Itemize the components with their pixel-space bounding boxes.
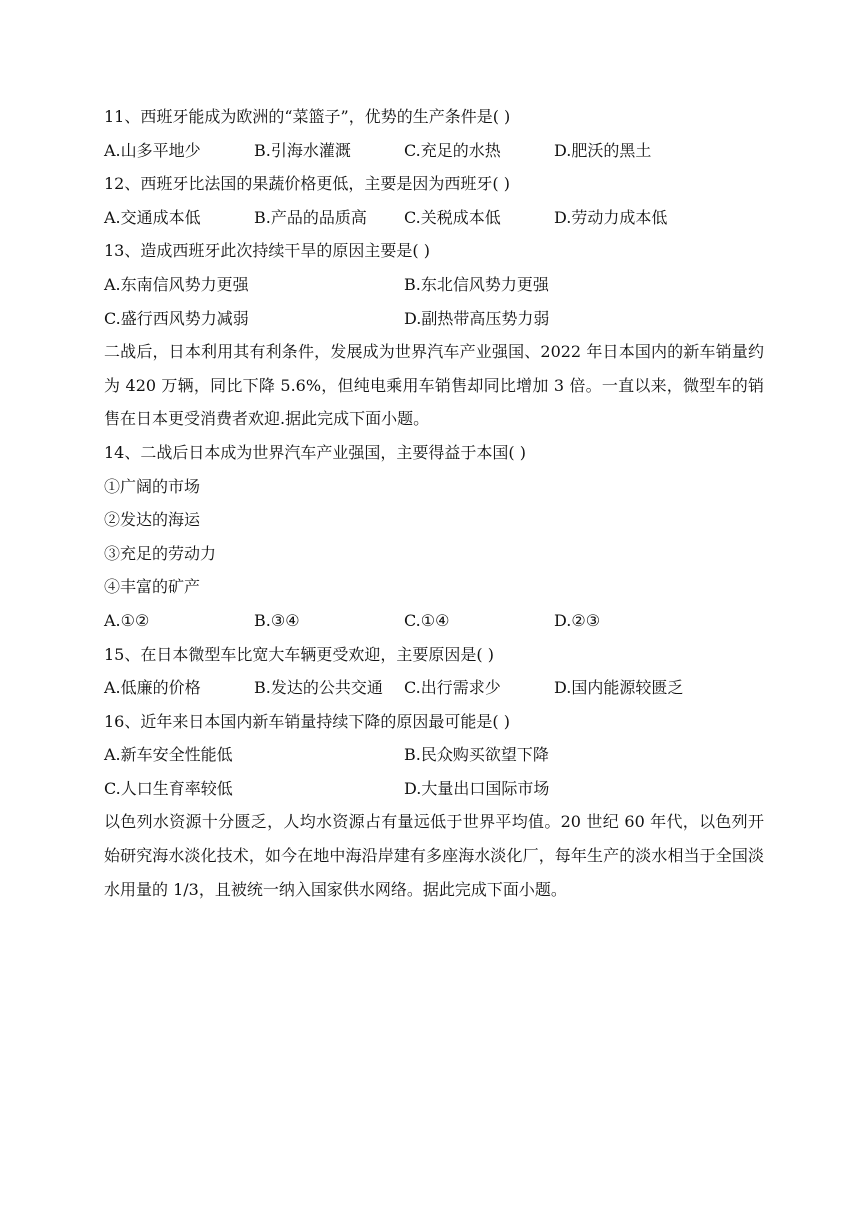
question-11-stem: 11、西班牙能成为欧洲的“菜篮子”，优势的生产条件是( ) xyxy=(104,107,511,126)
question-15-options xyxy=(104,671,764,705)
option-a: A.①② xyxy=(104,610,150,630)
option-a: A.东南信风势力更强 xyxy=(104,274,249,294)
option-a: A.交通成本低 xyxy=(104,207,201,227)
question-13-options-row1 xyxy=(104,268,764,302)
question-16-options-row1 xyxy=(104,738,764,772)
question-14-options xyxy=(104,604,764,638)
option-d: D.劳动力成本低 xyxy=(554,207,668,227)
option-d: D.国内能源较匮乏 xyxy=(554,678,684,698)
option-b: B.③④ xyxy=(254,610,300,630)
question-14-item-1: ①广阔的市场 xyxy=(104,476,201,496)
question-14-item-4: ④丰富的矿产 xyxy=(104,577,201,597)
option-d: D.肥沃的黑土 xyxy=(554,140,652,160)
option-c: C.人口生育率较低 xyxy=(104,778,233,798)
question-13-stem: 13、造成西班牙此次持续干旱的原因主要是( ) xyxy=(104,241,430,261)
option-b: B.引海水灌溉 xyxy=(254,140,351,160)
question-16-stem: 16、近年来日本国内新车销量持续下降的原因最可能是( ) xyxy=(104,711,510,731)
passage-israel-water: 以色列水资源十分匮乏，人均水资源占有量远低于世界平均值。20 世纪 60 年代，以色列开始研究海水淡化技术，如今在地中海沿岸建有多座海水淡化厂，每年生产的淡水相当于全国淡水用量的 1/3，且被统一纳入国家供水网络。据此完成下面小题。 xyxy=(104,812,764,899)
question-14-item-3: ③充足的劳动力 xyxy=(104,543,217,563)
option-c: C.关税成本低 xyxy=(404,207,501,227)
option-d: D.②③ xyxy=(554,610,601,630)
option-d: D.副热带高压势力弱 xyxy=(404,308,550,328)
question-12-stem: 12、西班牙比法国的果蔬价格更低，主要是因为西班牙( ) xyxy=(104,174,510,194)
option-c: C.充足的水热 xyxy=(404,140,501,160)
question-11-options xyxy=(104,134,764,168)
option-c: C.出行需求少 xyxy=(404,678,501,698)
passage-japan-auto: 二战后，日本利用其有利条件，发展成为世界汽车产业强国、2022 年日本国内的新车销量约为 420 万辆，同比下降 5.6%，但纯电乘用车销售却同比增加 3 倍。一直以来，微型车的销售在日本更受消费者欢迎.据此完成下面小题。 xyxy=(104,342,764,429)
question-13-options-row2 xyxy=(104,302,764,336)
option-c: C.①④ xyxy=(404,610,450,630)
question-12-options xyxy=(104,201,764,235)
option-c: C.盛行西风势力减弱 xyxy=(104,308,249,328)
option-b: B.发达的公共交通 xyxy=(254,678,383,698)
question-14-item-2: ②发达的海运 xyxy=(104,510,201,530)
option-b: B.东北信风势力更强 xyxy=(404,274,549,294)
option-b: B.民众购买欲望下降 xyxy=(404,745,549,765)
option-d: D.大量出口国际市场 xyxy=(404,778,550,798)
option-a: A.新车安全性能低 xyxy=(104,745,233,765)
exam-page-content xyxy=(104,100,764,906)
option-a: A.山多平地少 xyxy=(104,140,201,160)
question-15-stem: 15、在日本微型车比宽大车辆更受欢迎，主要原因是( ) xyxy=(104,644,494,664)
option-a: A.低廉的价格 xyxy=(104,678,201,698)
option-b: B.产品的品质高 xyxy=(254,207,367,227)
question-16-options-row2 xyxy=(104,772,764,806)
question-14-stem: 14、二战后日本成为世界汽车产业强国，主要得益于本国( ) xyxy=(104,442,526,462)
